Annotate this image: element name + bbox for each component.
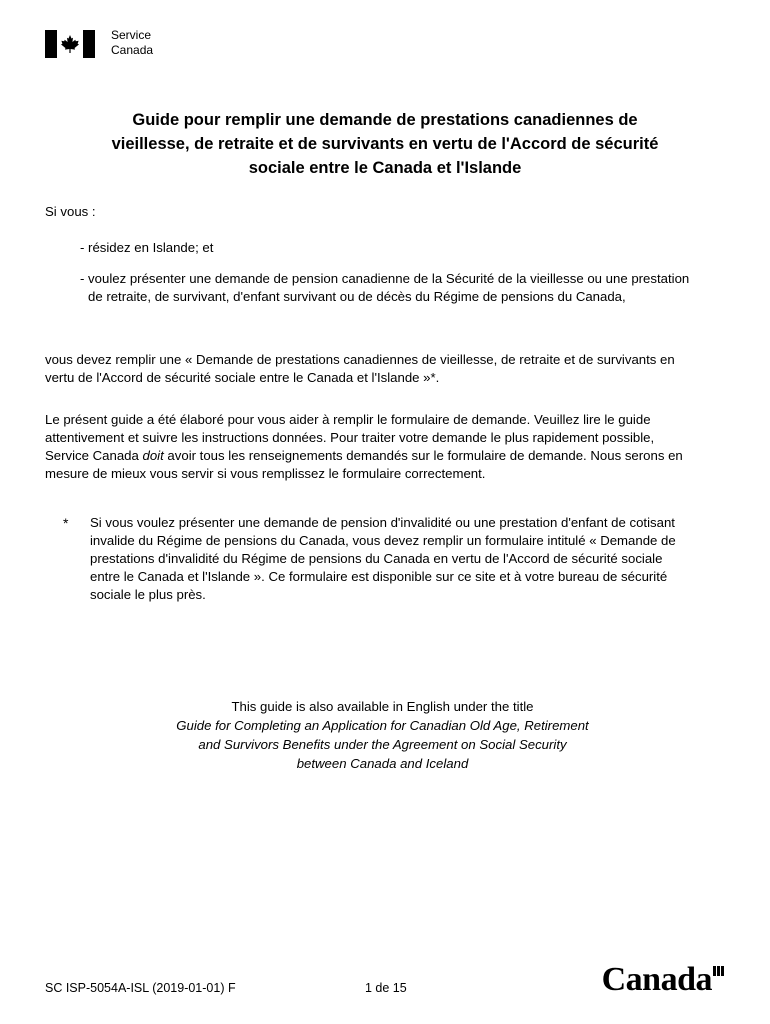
service-line-2: Canada bbox=[111, 43, 154, 57]
english-note-line-1: This guide is also available in English under the title bbox=[231, 699, 534, 714]
guide-line-2: attentivement et suivre les instructions données. Pour traiter votre demande le plus rapidement possible, bbox=[45, 430, 655, 445]
footnote-line-1: Si vous voulez présenter une demande de pension d'invalidité ou une prestation d'enfant de cotisant bbox=[90, 515, 675, 530]
title-line-3: sociale entre le Canada et l'Islande bbox=[248, 159, 522, 177]
si-vous-text: Si vous : bbox=[45, 204, 96, 219]
bullet-pension-line-2: de retraite, de survivant, d'enfant survivant ou de décès du Régime de pensions du Canada, bbox=[88, 289, 626, 304]
form-code: SC ISP-5054A-ISL (2019-01-01) F bbox=[45, 981, 236, 995]
bullet-residence: - résidez en Islande; et bbox=[80, 240, 214, 255]
english-availability-note bbox=[110, 697, 655, 773]
title-line-1: Guide pour remplir une demande de prestations canadiennes de bbox=[132, 111, 638, 129]
page-title bbox=[60, 108, 710, 180]
instruction-paragraph bbox=[45, 351, 735, 387]
wordmark-text: Canada bbox=[601, 961, 712, 998]
guide-line-4: mesure de mieux vous servir si vous remplissez le formulaire correctement. bbox=[45, 466, 486, 481]
footnote-line-5: sociale le plus près. bbox=[90, 587, 206, 602]
service-line-1: Service bbox=[111, 28, 152, 42]
footnote-star: * bbox=[63, 515, 69, 531]
canada-wordmark bbox=[602, 960, 725, 1000]
guide-line-1: Le présent guide a été élaboré pour vous aider à remplir le formulaire de demande. Veuillez lire le guide bbox=[45, 412, 651, 427]
title-line-2: vieillesse, de retraite et de survivants en vertu de l'Accord de sécurité bbox=[111, 135, 659, 153]
guide-line-3 bbox=[45, 447, 735, 465]
english-title-line-2: and Survivors Benefits under the Agreement on Social Security bbox=[198, 737, 567, 752]
footnote-paragraph bbox=[90, 514, 720, 604]
canada-wordmark-flag-icon bbox=[713, 966, 725, 976]
footnote-line-2: invalide du Régime de pensions du Canada, vous devez remplir un formulaire intitulé « Demande de bbox=[90, 533, 676, 548]
guide-line-3-b: avoir tous les renseignements demandés sur le formulaire de demande. Nous serons en bbox=[163, 448, 683, 463]
bullet-pension-line-1: - voulez présenter une demande de pension canadienne de la Sécurité de la vieillesse ou une prestation bbox=[80, 271, 690, 286]
guide-line-3-italic: doit bbox=[142, 448, 164, 463]
footnote-line-3: prestations d'invalidité du Régime de pensions du Canada en vertu de l'Accord de sécurité sociale bbox=[90, 551, 663, 566]
canada-flag-icon bbox=[45, 30, 95, 58]
guide-paragraph bbox=[45, 411, 735, 483]
english-title-line-1: Guide for Completing an Application for Canadian Old Age, Retirement bbox=[176, 718, 589, 733]
footnote-line-4: entre le Canada et l'Islande ». Ce formulaire est disponible sur ce site et à votre bureau de sécurité bbox=[90, 569, 668, 584]
page-header bbox=[45, 28, 153, 58]
guide-line-3-a: Service Canada bbox=[45, 448, 143, 463]
service-canada-signature bbox=[111, 28, 153, 58]
page-number: 1 de 15 bbox=[365, 981, 407, 995]
instruction-line-2: vertu de l'Accord de sécurité sociale entre le Canada et l'Islande »*. bbox=[45, 370, 440, 385]
bullet-pension bbox=[80, 270, 740, 306]
english-title-line-3: between Canada and Iceland bbox=[296, 756, 469, 771]
instruction-line-1: vous devez remplir une « Demande de prestations canadiennes de vieillesse, de retraite et de survivants en bbox=[45, 352, 675, 367]
